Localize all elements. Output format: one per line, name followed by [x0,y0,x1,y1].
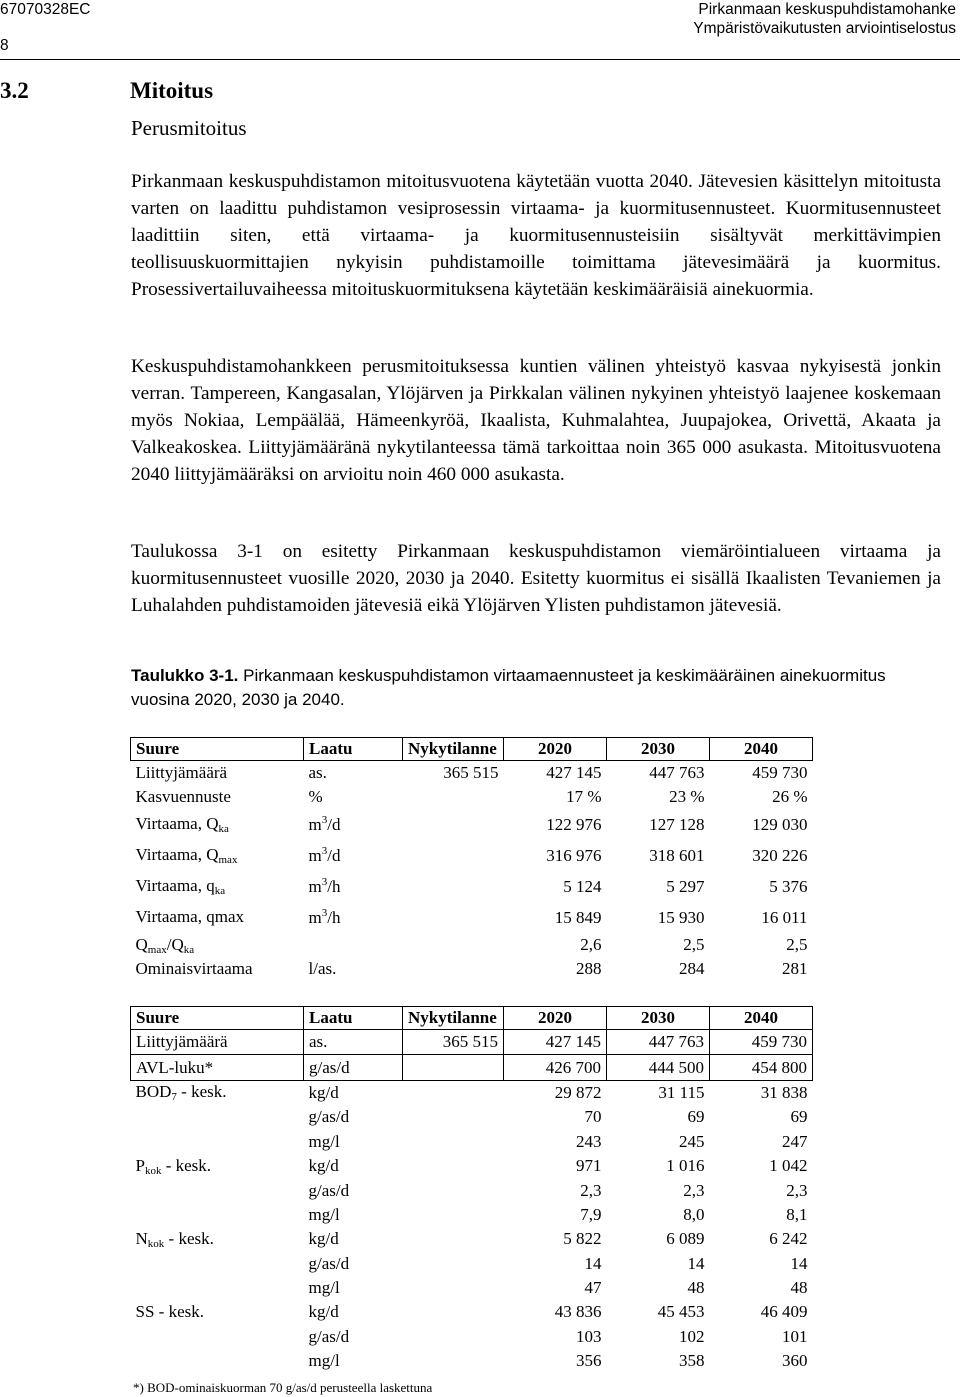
report-title: Ympäristövaikutusten arviointiselostus [693,20,956,37]
value-2030: 48 [687,1278,705,1298]
quantity-label: Virtaama, Q [135,845,219,864]
unit-cell: g/as/d [304,1055,403,1080]
table-row [131,1325,813,1349]
subscript: max [147,943,167,956]
value-current [403,1325,504,1349]
value-2020: 5 822 [563,1229,602,1249]
value-2020: 43 836 [554,1302,602,1322]
value-2020: 47 [584,1278,602,1298]
section-number: 3.2 [0,78,29,103]
table-row [131,785,813,809]
header-right [693,0,956,38]
value-2020: 427 145 [504,1030,607,1055]
superscript: 3 [321,907,328,919]
unit-cell: mg/l [308,1131,340,1151]
header-cell: Nykytilanne [403,738,504,761]
header-cell: Nykytilanne [403,1007,504,1030]
value-2040: 5 376 [769,876,808,896]
value-current: 365 515 [403,1030,504,1055]
value-2030: 15 930 [657,907,705,927]
table-row [131,809,813,840]
quantity-cell [131,1349,304,1373]
value-2040: 1 042 [769,1156,808,1176]
paragraph: Keskuspuhdistamohankkeen perusmitoituksessa kuntien välinen yhteistyö kasvaa nykyisestä jonkin verran. Tampereen, Kangasalan, Ylöjärven ja Pirkkalan välinen nykyinen yhteistyö laajenee koskemaan myös Nokiaa, Lempäälää, Hämeenkyröä, Ikaalista, Kuhmalahtea, Juupajokea, Orivettä, Akaata ja Valkeakoskea. Liittyjämääränä nykytilanteessa tämä tarkoittaa noin 365 000 asukasta. Mitoitusvuotena 2040 liittyjämääräksi on arvioitu noin 460 000 asukasta. [131,356,941,485]
header-cell: 2040 [710,1007,813,1030]
quantity-cell: Ominaisvirtaama [135,959,253,978]
value-2030: 447 763 [649,763,705,782]
value-current [403,1105,504,1129]
subscript: ka [214,885,226,897]
superscript: 3 [321,845,328,857]
table-header-row [131,738,813,761]
table-row [131,1030,813,1055]
unit-cell [304,871,403,902]
value-2020: 17 % [566,787,602,806]
quantity-label: SS - kesk. [135,1301,204,1321]
section-title: Mitoitus [130,78,214,103]
unit-cell: g/as/d [308,1180,350,1200]
value-2020: 70 [584,1107,602,1127]
caption-text: Pirkanmaan keskuspuhdistamon virtaamaennusteet ja keskimääräinen ainekuormitus vuosina 2020, 2030 ja 2040. [131,666,886,709]
value-2040: 16 011 [761,907,808,927]
quantity-cell [131,1252,304,1276]
quantity-cell [131,1227,304,1251]
unit-label: m [308,815,322,834]
unit-label: /d [327,846,341,865]
table-row [131,840,813,871]
section-heading [0,78,213,104]
header-cell: 2040 [710,738,813,761]
unit-cell: l/as. [308,959,337,978]
value-2040: 454 800 [710,1055,813,1080]
unit-label: m [308,908,322,927]
header-divider [0,59,960,60]
quantity-label: Q [135,934,148,954]
quantity-cell [131,1105,304,1129]
header-cell: Suure [131,738,304,761]
quantity-label: Virtaama, Q [135,814,219,833]
quantity-cell: Liittyjämäärä [131,1030,304,1055]
unit-label: m [308,877,322,896]
table-row [131,957,813,981]
table-row [131,1300,813,1324]
superscript: 3 [321,876,328,888]
quantity-cell: Kasvuennuste [135,787,231,806]
value-2020: 103 [576,1326,602,1346]
table-row [131,871,813,902]
table-row [131,1349,813,1373]
table-caption [131,664,931,712]
value-2040: 48 [790,1278,808,1298]
table-row [131,1154,813,1178]
value-2040: 2,3 [786,1180,808,1200]
unit-label: m [308,846,322,865]
unit-label: /h [327,908,341,927]
table-row [131,1105,813,1129]
unit-label: /h [327,877,341,896]
unit-cell: kg/d [308,1302,339,1322]
value-2020: 243 [576,1131,602,1151]
table-row [131,902,813,933]
value-2040: 69 [790,1107,808,1127]
unit-cell: kg/d [308,1156,339,1176]
value-2020: 7,9 [580,1204,602,1224]
value-2040: 459 730 [752,763,808,782]
value-2020: 426 700 [504,1055,607,1080]
value-2020: 5 124 [563,876,602,896]
value-2030: 2,5 [683,935,705,954]
value-current [403,957,504,981]
value-current [403,1300,504,1324]
header-left [0,0,91,72]
value-2020: 971 [576,1156,602,1176]
unit-label: /d [327,815,341,834]
unit-cell: mg/l [308,1204,340,1224]
subscript: kok [144,1164,162,1177]
value-2030: 45 453 [657,1302,705,1322]
value-2030: 23 % [669,787,705,806]
table-row [131,1227,813,1251]
value-2020: 356 [576,1351,602,1371]
value-2030: 8,0 [683,1204,705,1224]
quantity-cell [131,840,304,871]
value-2040: 320 226 [752,845,808,865]
value-2030: 444 500 [607,1055,710,1080]
table-header-row [131,1007,813,1030]
subheading: Perusmitoitus [131,116,247,140]
value-current [403,785,504,809]
value-current [403,1055,504,1080]
value-2020: 316 976 [546,845,602,865]
value-2040: 129 030 [752,814,808,834]
unit-cell: g/as/d [308,1107,350,1127]
table-row [131,761,813,786]
quantity-cell [131,902,304,933]
value-2030: 31 115 [658,1082,705,1102]
table-row [131,1252,813,1276]
value-2030: 127 128 [649,814,705,834]
header-cell: 2030 [607,738,710,761]
unit-cell: kg/d [308,1229,339,1249]
subscript: 7 [171,1091,177,1104]
quantity-label: P [135,1155,145,1175]
quantity-cell [131,1080,304,1105]
unit-cell: as. [308,763,327,782]
value-2020: 122 976 [546,814,602,834]
value-current [403,1227,504,1251]
value-current [403,1154,504,1178]
subscript: kok [147,1237,165,1250]
value-2040: 247 [782,1131,808,1151]
table-row [131,1276,813,1300]
value-2040: 31 838 [760,1082,808,1102]
value-2030: 284 [679,959,705,978]
quantity-cell [131,1154,304,1178]
value-2030: 69 [687,1107,705,1127]
page-number: 8 [0,37,9,54]
value-2020: 288 [576,959,602,978]
subscript: ka [183,943,195,956]
header-cell: Suure [131,1007,304,1030]
value-current [403,840,504,871]
superscript: 3 [321,814,328,826]
value-current [403,809,504,840]
value-current [403,1252,504,1276]
unit-cell: g/as/d [308,1326,350,1346]
table-row [131,1080,813,1105]
value-current [403,1276,504,1300]
value-2040: 2,5 [786,935,808,954]
value-2040: 6 242 [769,1229,808,1249]
quantity-label: - kesk. [164,1228,214,1248]
value-2040: 101 [782,1326,808,1346]
quantity-label: /Q [166,934,184,954]
value-current [403,902,504,933]
caption-label: Taulukko 3-1. [131,666,239,685]
paragraph: Taulukossa 3-1 on esitetty Pirkanmaan keskuspuhdistamon viemäröintialueen virtaama ja kuormitusennusteet vuosille 2020, 2030 ja 2040. Esitetty kuormitus ei sisällä Ikaalisten Tevaniemen ja Luhalahden puhdistamoiden jätevesiä eikä Ylöjärven Ylisten puhdistamon jätevesiä. [131,541,941,616]
value-2040: 46 409 [760,1302,808,1322]
quantity-label: - kesk. [176,1082,227,1102]
unit-cell [304,933,403,957]
project-title: Pirkanmaan keskuspuhdistamohanke [698,1,956,18]
quantity-label: - kesk. [161,1155,212,1175]
subscript: ka [218,823,229,835]
value-current [403,933,504,957]
unit-cell: mg/l [308,1278,340,1298]
table-row [131,1203,813,1227]
unit-cell [304,809,403,840]
value-2030: 102 [679,1326,705,1346]
unit-cell: as. [304,1030,403,1055]
table-row [131,1055,813,1080]
value-current [403,1203,504,1227]
unit-cell: mg/l [308,1351,340,1371]
value-2030: 2,3 [683,1180,705,1200]
doc-code: 67070328EC [0,1,91,18]
value-2030: 245 [679,1131,705,1151]
value-2040: 360 [782,1351,808,1371]
header-cell: Laatu [304,1007,403,1030]
quantity-label: BOD [135,1082,172,1102]
value-2030: 1 016 [666,1156,705,1176]
header-cell: 2020 [504,738,607,761]
value-2020: 14 [584,1253,602,1273]
header-cell: 2020 [504,1007,607,1030]
quantity-label: Virtaama, q [135,876,215,895]
value-2040: 14 [790,1253,808,1273]
table-row [131,1178,813,1202]
value-2040: 459 730 [710,1030,813,1055]
value-current [403,1130,504,1154]
value-2030: 318 601 [649,845,705,865]
footnote: *) BOD-ominaiskuorman 70 g/as/d perusteella laskettuna [133,1380,433,1395]
value-current [403,871,504,902]
value-2020: 29 872 [554,1082,602,1102]
header-cell: Laatu [304,738,403,761]
quantity-cell [131,1325,304,1349]
value-2020: 15 849 [554,907,602,927]
value-2030: 14 [687,1253,705,1273]
unit-cell [304,902,403,933]
value-2040: 8,1 [786,1204,808,1224]
unit-cell: % [308,787,323,806]
quantity-cell [131,1300,304,1324]
table-row [131,933,813,957]
unit-cell: kg/d [308,1082,339,1102]
quantity-label: N [135,1228,148,1248]
header-cell: 2030 [607,1007,710,1030]
value-current [403,1178,504,1202]
quantity-cell [131,809,304,840]
value-current [403,1080,504,1105]
quantity-cell [131,1130,304,1154]
paragraph: Pirkanmaan keskuspuhdistamon mitoitusvuotena käytetään vuotta 2040. Jätevesien käsittelyn mitoitusta varten on laadittu puhdistamon vesiprosessin virtaama- ja kuormitusennusteet. Kuormitusennusteet laadittiin siten, että virtaama- ja kuormitusennusteisiin sisältyvät merkittävimpien teollisuuskuormittajien nykyisin puhdistamoille toimittama jätevesimäärä ja kuormitus. Prosessivertailuvaiheessa mitoituskuormituksena käytetään keskimääräisiä ainekuormia. [131,171,941,300]
value-2030: 447 763 [607,1030,710,1055]
unit-cell: g/as/d [308,1253,350,1273]
value-2040: 281 [782,959,808,978]
load-forecast-table [130,1006,813,1373]
value-2020: 2,6 [580,935,602,954]
quantity-cell: AVL-luku* [131,1055,304,1080]
value-current: 365 515 [443,763,499,782]
value-2030: 6 089 [666,1229,705,1249]
quantity-cell [131,871,304,902]
unit-cell [304,840,403,871]
quantity-cell [131,933,304,957]
flow-forecast-table [130,737,813,981]
quantity-cell [131,1203,304,1227]
table-row [131,1130,813,1154]
value-2030: 5 297 [666,876,705,896]
value-2030: 358 [679,1351,705,1371]
value-2020: 427 145 [546,763,602,782]
value-2020: 2,3 [580,1180,602,1200]
subscript: max [218,854,238,866]
value-2040: 26 % [772,787,808,806]
quantity-cell [131,1276,304,1300]
quantity-cell: Liittyjämäärä [135,763,228,782]
value-current [403,1349,504,1373]
quantity-cell [131,1178,304,1202]
quantity-label: Virtaama, qmax [135,907,244,926]
